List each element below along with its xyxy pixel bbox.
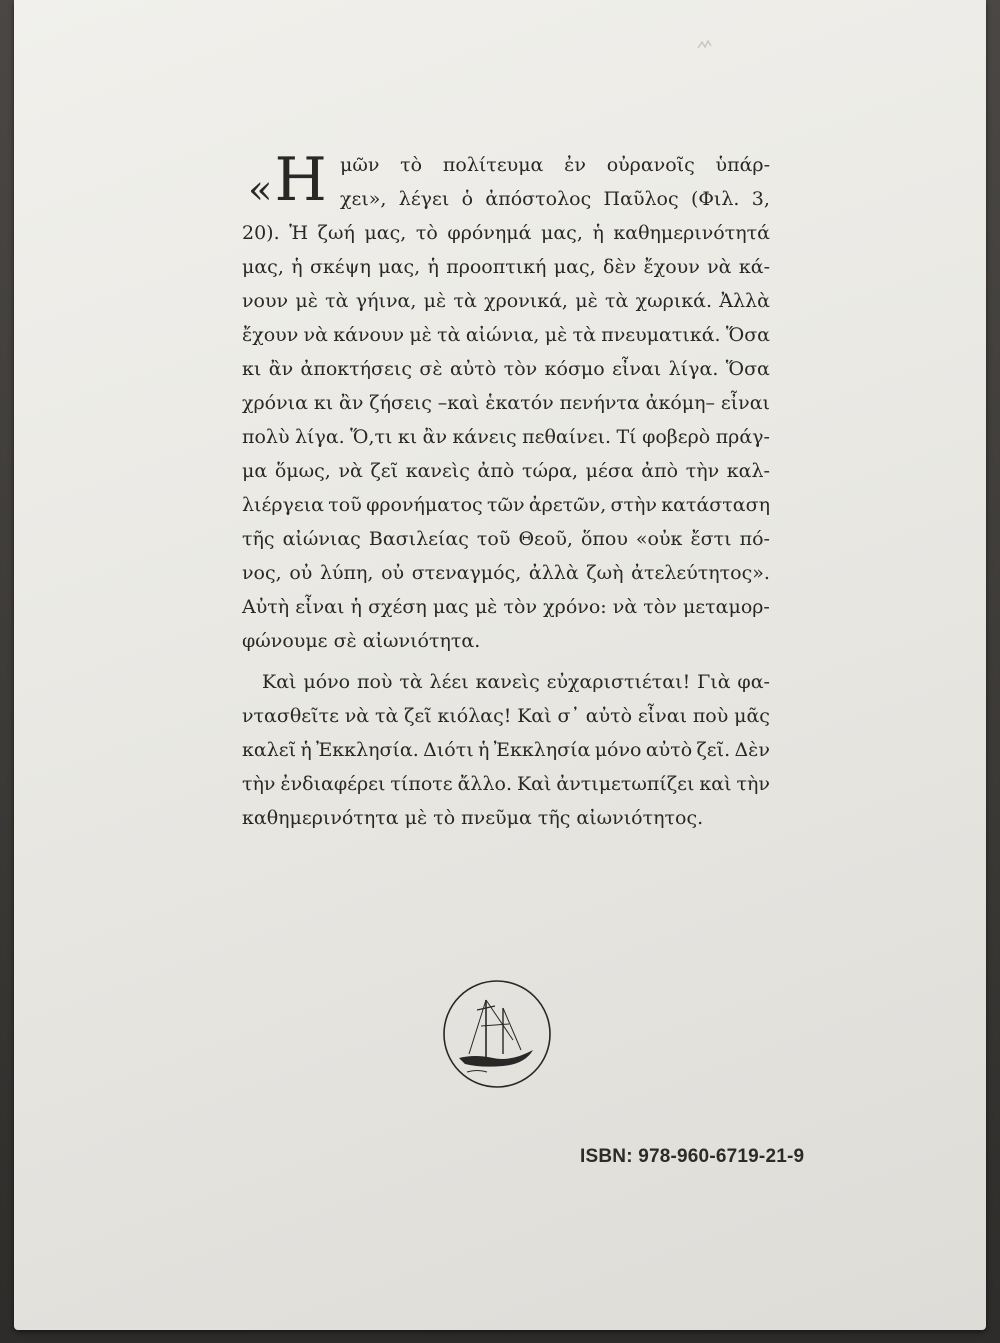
paragraph-2 <box>242 665 770 835</box>
text-line: 20). Ἡ ζωή μας, τὸ φρόνημά μας, ἡ καθημερινότητά <box>242 222 770 244</box>
text-line: πολὺ λίγα. Ὅ,τι κι ἂν κάνεις πεθαίνει. Τί φοβερὸ πράγ- <box>242 426 770 448</box>
paper-scuff-mark <box>696 38 716 52</box>
text-line: Καὶ μόνο ποὺ τὰ λέει κανεὶς εὐχαριστιέται! Γιὰ φα- <box>262 671 770 693</box>
text-line: καθημερινότητα μὲ τὸ πνεῦμα τῆς αἰωνιότητος. <box>242 807 704 829</box>
text-line: λιέργεια τοῦ φρονήματος τῶν ἀρετῶν, στὴν κατάσταση <box>242 494 770 516</box>
blurb-text <box>242 145 770 835</box>
text-line: ντασθεῖτε νὰ τὰ ζεῖ κιόλας! Καὶ σ᾽ αὐτὸ εἶναι ποὺ μᾶς <box>242 705 770 727</box>
text-line: χρόνια κι ἂν ζήσεις –καὶ ἑκατόν πενήντα ἀκόμη– εἶναι <box>242 392 770 414</box>
text-line: ἔχουν νὰ κάνουν μὲ τὰ αἰώνια, μὲ τὰ πνευματικά. Ὅσα <box>242 324 770 346</box>
text-line: νος, οὐ λύπη, οὐ στεναγμός, ἀλλὰ ζωὴ ἀτελεύτητος». <box>242 562 770 584</box>
text-line: μας, ἡ σκέψη μας, ἡ προοπτική μας, δὲν ἔχουν νὰ κά- <box>242 256 770 278</box>
drop-cap-letter: Η <box>274 145 327 215</box>
opening-quote-mark: « <box>248 167 273 213</box>
isbn-label: ISBN: 978-960-6719-21-9 <box>580 1146 805 1167</box>
text-line: καλεῖ ἡ Ἐκκλησία. Διότι ἡ Ἐκκλησία μόνο αὐτὸ ζεῖ. Δὲν <box>242 739 770 761</box>
sailing-ship-icon <box>441 978 553 1090</box>
text-line: νουν μὲ τὰ γήινα, μὲ τὰ χρονικά, μὲ τὰ χωρικά. Ἀλλὰ <box>242 290 770 312</box>
paragraph-1 <box>242 145 770 658</box>
text-line: μῶν τὸ πολίτευμα ἐν οὐρανοῖς ὑπάρ- <box>340 154 770 176</box>
text-line: τῆς αἰώνιας Βασιλείας τοῦ Θεοῦ, ὅπου «οὐκ ἔστι πό- <box>242 528 770 550</box>
text-line: χει», λέγει ὁ ἀπόστολος Παῦλος (Φιλ. 3, <box>340 188 770 210</box>
text-line: τὴν ἐνδιαφέρει τίποτε ἄλλο. Καὶ ἀντιμετωπίζει καὶ τὴν <box>242 773 770 795</box>
text-line: κι ἂν ἀποκτήσεις σὲ αὐτὸ τὸν κόσμο εἶναι λίγα. Ὅσα <box>242 358 770 380</box>
text-line: Αὐτὴ εἶναι ἡ σχέση μας μὲ τὸν χρόνο: νὰ τὸν μεταμορ- <box>242 596 770 618</box>
text-line: μα ὅμως, νὰ ζεῖ κανεὶς ἀπὸ τώρα, μέσα ἀπὸ τὴν καλ- <box>242 460 770 482</box>
drop-cap-group <box>248 145 338 216</box>
paragraph-spacer <box>242 658 770 665</box>
text-line: φώνουμε σὲ αἰωνιότητα. <box>242 630 481 652</box>
